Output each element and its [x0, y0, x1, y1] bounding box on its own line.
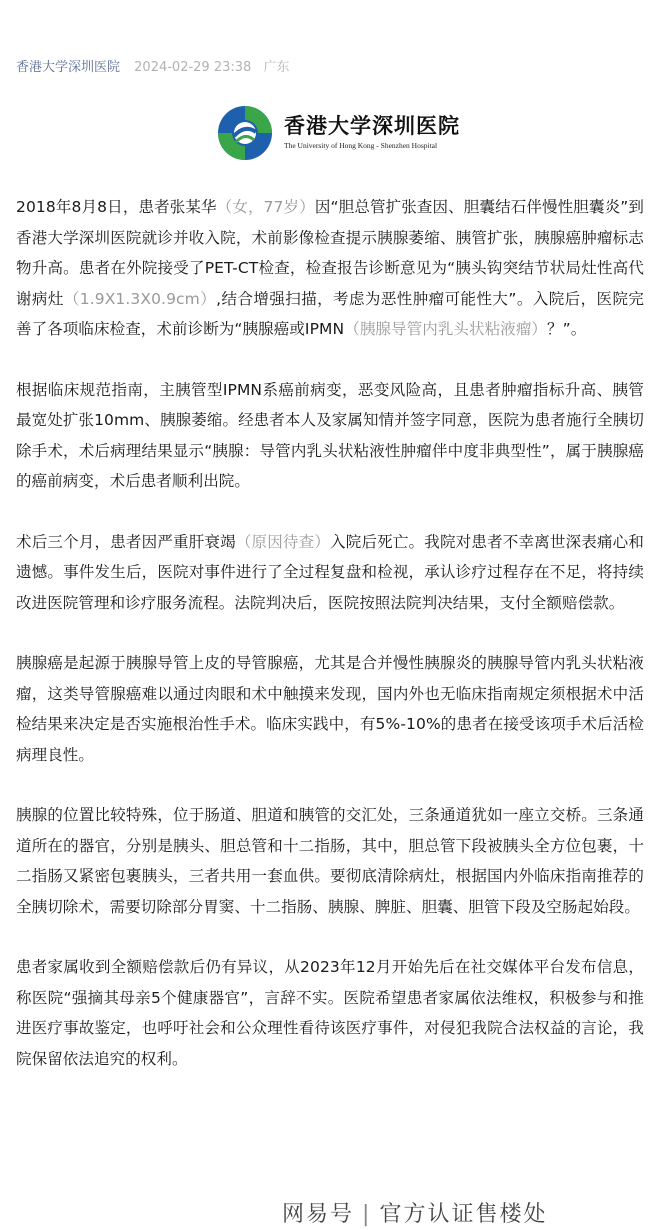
paragraph-1	[16, 192, 644, 345]
paragraph-2: 根据临床规范指南，主胰管型IPMN系癌前病变，恶变风险高，且患者肿瘤指标升高、胰管最宽处扩张10mm、胰腺萎缩。经患者本人及家属知情并签字同意，医院为患者施行全胰切除手术，术后病理结果显示“胰腺：导管内乳头状粘液性肿瘤伴中度非典型性”，属于胰腺癌的癌前病变，术后患者顺利出院。	[16, 380, 644, 490]
hospital-emblem-icon	[214, 102, 276, 164]
p3-text-a: 术后三个月，患者因严重肝衰竭	[16, 532, 236, 551]
p3-cause-note: （原因待查）	[235, 532, 331, 551]
paragraph-3	[16, 527, 644, 619]
hospital-name-en: The University of Hong Kong - Shenzhen Hospital	[284, 141, 438, 150]
p1-text-g: ？”。	[547, 320, 587, 338]
watermark-divider: |	[362, 1202, 372, 1227]
publish-time: 2024-02-29 23:38	[134, 60, 252, 75]
watermark-right: 官方认证售楼处	[379, 1202, 548, 1227]
paragraph-6: 患者家属收到全额赔偿款后仍有异议，从2023年12月开始先后在社交媒体平台发布信息，称医院“强摘其母亲5个健康器官”，言辞不实。医院希望患者家属依法维权，积极参与和推进医疗事故鉴定，也呼吁社会和公众理性看待该医疗事件，对侵犯我院合法权益的言论，我院保留依法追究的权利。	[16, 958, 644, 1068]
p3-text-c: 入院后死亡。我院对患者不幸离世深表痛心和遗憾。事件发生后，医院对事件进行了全过程复盘和检视，承认诊疗过程存在不足，将持续改进医院管理和诊疗服务流程。法院判决后，医院按照法院判决结果，支付全额赔偿款。	[16, 532, 644, 612]
article-body	[16, 192, 644, 1104]
p1-text-c: 因“胆总管扩张查因、胆囊结石伴慢性胆囊炎”到香港大学深圳医院就诊并收入院，术前影像检查提示胰腺萎缩、胰管扩张，胰腺癌肿瘤标志物升高。患者在外院接受了PET-CT检查，检查报告诊断意见为“胰头钩突结节状局灶性高代谢病灶	[16, 198, 644, 308]
watermark	[270, 1200, 559, 1230]
paragraph-5: 胰腺的位置比较特殊，位于肠道、胆道和胰管的交汇处，三条通道犹如一座立交桥。三条通道所在的器官，分别是胰头、胆总管和十二指肠，其中，胆总管下段被胰头全方位包裹，十二指肠又紧密包裹胰头，三者共用一套血供。要彻底清除病灶，根据国内外临床指南推荐的全胰切除术，需要切除部分胃窦、十二指肠、胰腺、脾脏、胆囊、胆管下段及空肠起始段。	[16, 806, 644, 916]
p1-text-e: ,结合增强扫描，考虑为恶性肿瘤可能性大”。入院后，医院完善了各项临床检查，术前诊断为“胰腺癌或IPMN	[16, 289, 644, 338]
p1-ipmn-note: （胰腺导管内乳头状粘液瘤）	[344, 320, 548, 338]
p1-text-a: 2018年8月8日，患者张某华	[16, 198, 217, 216]
source-account-link[interactable]: 香港大学深圳医院	[16, 60, 121, 75]
hospital-logo	[214, 102, 464, 164]
watermark-left: 网易号	[282, 1202, 355, 1227]
p1-patient-info: （女，77岁）	[216, 198, 315, 216]
publish-location: 广东	[263, 60, 290, 75]
article-meta	[16, 56, 289, 75]
paragraph-4: 胰腺癌是起源于胰腺导管上皮的导管腺癌，尤其是合并慢性胰腺炎的胰腺导管内乳头状粘液瘤，这类导管腺癌难以通过肉眼和术中触摸来发现，国内外也无临床指南规定须根据术中活检结果来决定是否实施根治性手术。临床实践中，有5%-10%的患者在接受该项手术后活检病理良性。	[16, 654, 644, 764]
hospital-name-zh: 香港大学深圳医院	[284, 113, 460, 138]
p1-lesion-size: （1.9X1.3X0.9cm）	[63, 289, 217, 308]
